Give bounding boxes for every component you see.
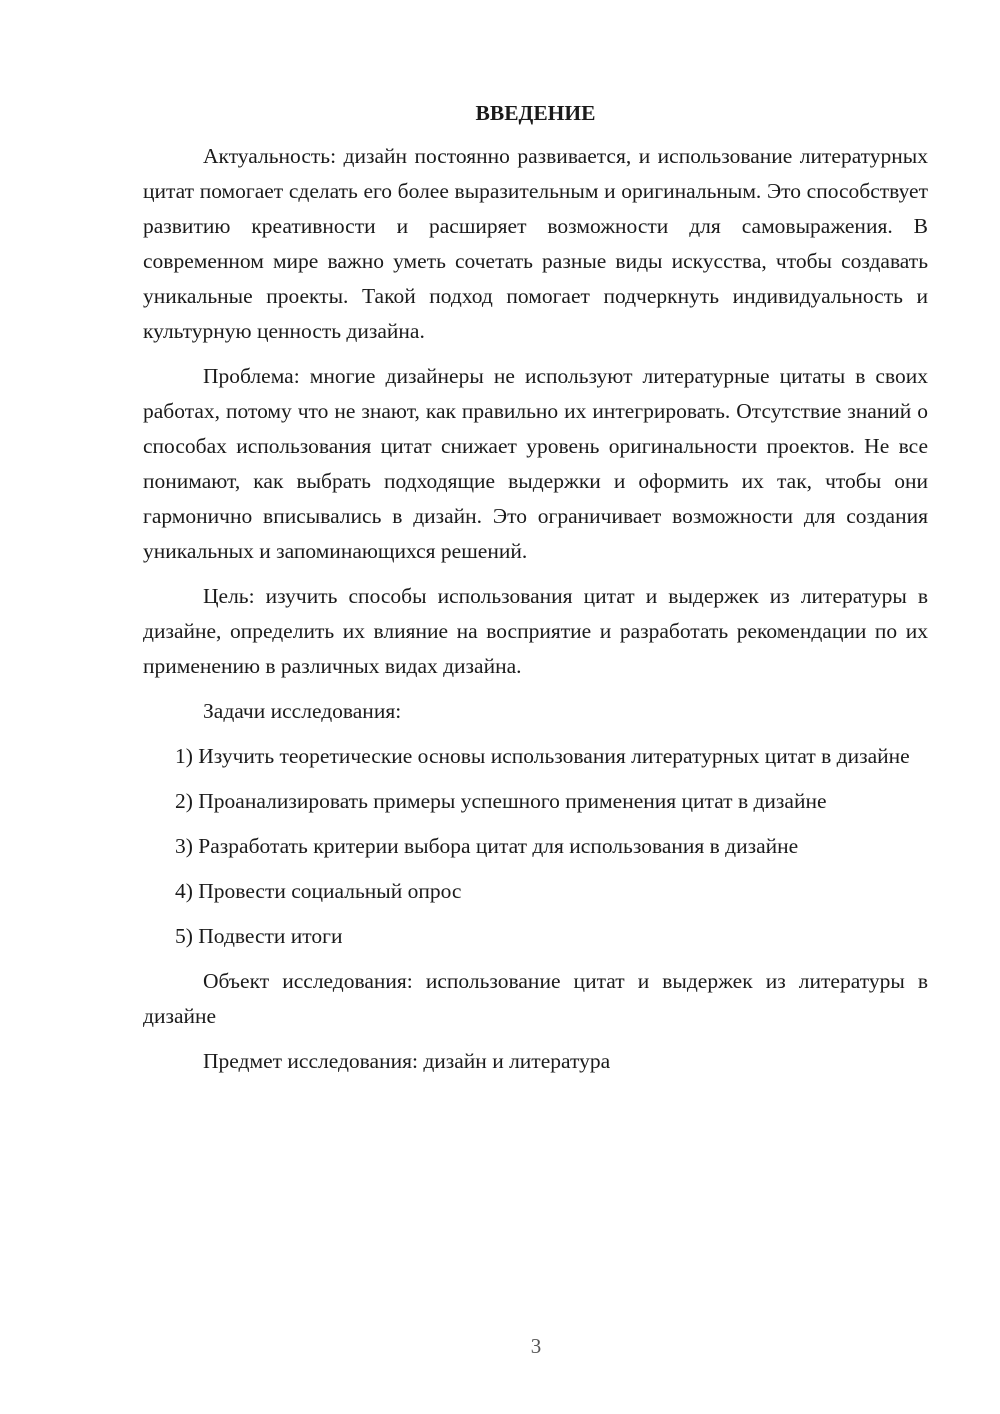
problem-paragraph: Проблема: многие дизайнеры не используют литературные цитаты в своих работах, потому что не знают, как правильно их интегрировать. Отсутствие знаний о способах использования цитат снижает уровень оригинальности проектов. Не все понимают, как выбрать подходящие выдержки и оформить их так, чтобы они гармонично вписывались в дизайн. Это ограничивает возможности для создания уникальных и запоминающихся решений. (143, 364, 928, 563)
task-item: 3) Разработать критерии выбора цитат для использования в дизайне (175, 834, 799, 858)
document-page (143, 96, 928, 1089)
section-title: ВВЕДЕНИЕ (475, 101, 596, 125)
page-number: 3 (530, 1334, 542, 1358)
object-paragraph: Объект исследования: использование цитат и выдержек из литературы в дизайне (143, 969, 928, 1028)
relevance-paragraph: Актуальность: дизайн постоянно развивается, и использование литературных цитат помогает сделать его более выразительным и оригинальным. Это способствует развитию креативности и расширяет возможности для самовыражения. В современном мире важно уметь сочетать разные виды искусства, чтобы создавать уникальные проекты. Такой подход помогает подчеркнуть индивидуальность и культурную ценность дизайна. (143, 144, 928, 343)
task-item: 2) Проанализировать примеры успешного применения цитат в дизайне (175, 789, 827, 813)
task-item: 5) Подвести итоги (175, 924, 343, 948)
subject-paragraph: Предмет исследования: дизайн и литература (203, 1049, 611, 1073)
goal-paragraph: Цель: изучить способы использования цитат и выдержек из литературы в дизайне, определить их влияние на восприятие и разработать рекомендации по их применению в различных видах дизайна. (143, 584, 928, 678)
task-item: 1) Изучить теоретические основы использования литературных цитат в дизайне (175, 744, 910, 768)
tasks-heading: Задачи исследования: (203, 699, 402, 723)
tasks-list (143, 739, 928, 954)
task-item: 4) Провести социальный опрос (175, 879, 462, 903)
